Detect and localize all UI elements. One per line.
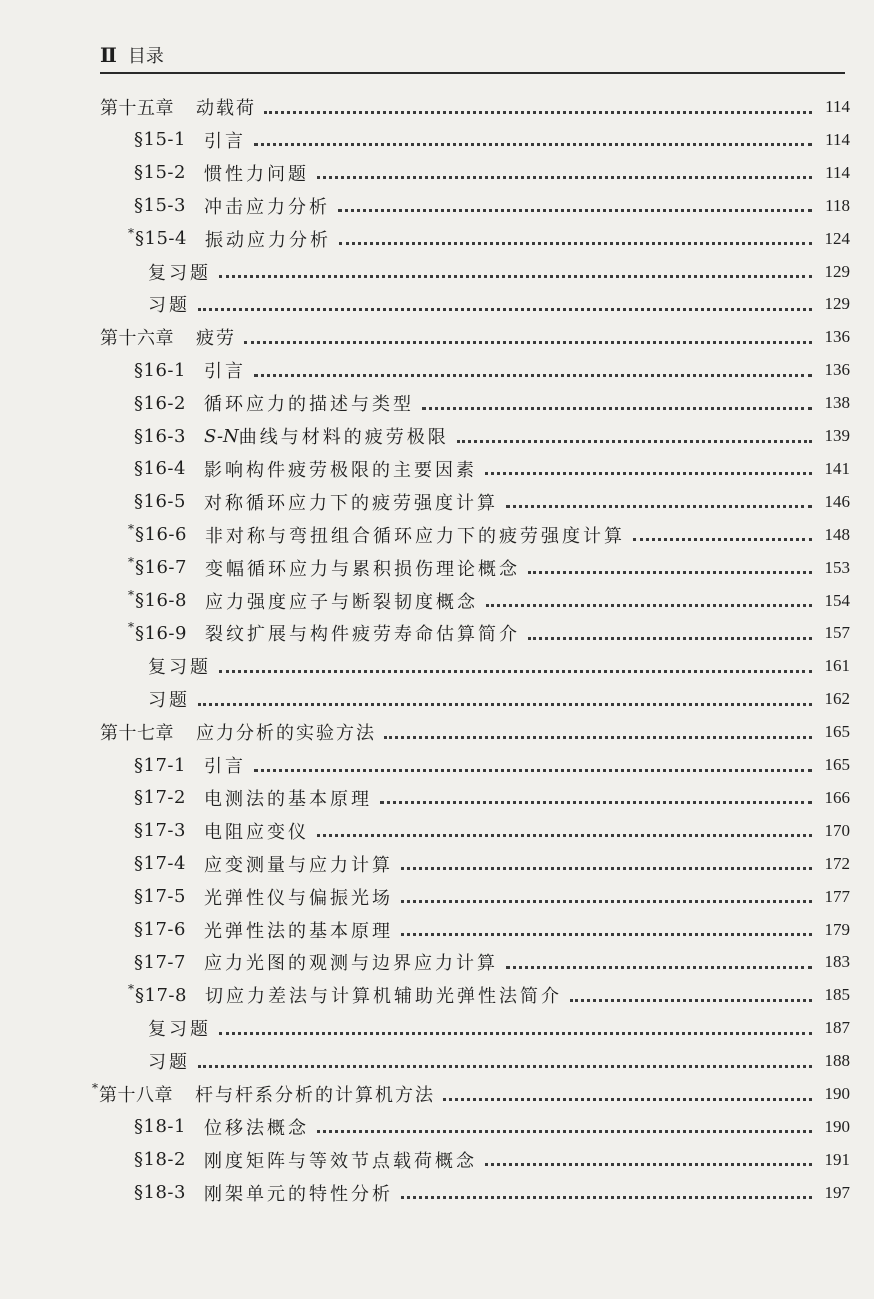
section-number: §15-1 bbox=[134, 129, 186, 151]
dot-leader bbox=[264, 111, 812, 114]
chapter-title: 应力分析的实验方法 bbox=[196, 723, 376, 745]
toc-entry-row[interactable] bbox=[134, 749, 850, 781]
chapter-number: 第十六章 bbox=[100, 328, 174, 350]
dot-leader bbox=[317, 834, 812, 837]
dot-leader bbox=[339, 242, 812, 245]
dot-leader bbox=[506, 966, 812, 969]
dot-leader bbox=[198, 308, 812, 311]
page-number: 136 bbox=[824, 360, 850, 380]
toc-entry-row[interactable] bbox=[128, 519, 850, 551]
dot-leader bbox=[443, 1098, 812, 1101]
section-number: §17-8 bbox=[135, 984, 187, 1006]
entry-title: 刚度矩阵与等效节点载荷概念 bbox=[203, 1150, 477, 1172]
optional-star-marker: * bbox=[128, 982, 134, 997]
section-number: §15-4 bbox=[135, 228, 187, 250]
optional-star-marker: * bbox=[128, 225, 134, 240]
toc-entry-row[interactable] bbox=[134, 946, 850, 978]
section-number: §17-4 bbox=[134, 853, 186, 875]
dot-leader bbox=[338, 209, 812, 212]
dot-leader bbox=[486, 604, 812, 607]
dot-leader bbox=[528, 637, 812, 640]
page-number: 148 bbox=[824, 524, 850, 544]
entry-title: 复习题 bbox=[148, 657, 211, 679]
dot-leader bbox=[198, 703, 812, 706]
entry-title: 循环应力的描述与类型 bbox=[203, 394, 414, 416]
entry-title: 应力强度应子与断裂韧度概念 bbox=[204, 591, 478, 613]
page-number: 165 bbox=[824, 722, 850, 742]
page-number: 179 bbox=[824, 919, 850, 939]
page-number: 187 bbox=[824, 1018, 850, 1038]
page-number: 153 bbox=[824, 557, 850, 577]
entry-title: 影响构件疲劳极限的主要因素 bbox=[203, 459, 477, 481]
toc-entry-row[interactable] bbox=[128, 223, 850, 255]
page-number: 191 bbox=[824, 1149, 850, 1169]
optional-star-marker: * bbox=[128, 587, 134, 602]
page-number: 154 bbox=[824, 590, 850, 610]
toc-entry-row[interactable] bbox=[128, 979, 850, 1011]
entry-title: 位移法概念 bbox=[203, 1117, 309, 1139]
toc-entry-row[interactable] bbox=[134, 387, 850, 419]
title-prefix: S-N bbox=[203, 425, 239, 447]
page-number: 161 bbox=[824, 656, 850, 676]
dot-leader bbox=[570, 999, 812, 1002]
dot-leader bbox=[422, 407, 812, 410]
chapter-number: 第十七章 bbox=[100, 723, 174, 745]
section-number: §17-3 bbox=[134, 820, 186, 842]
dot-leader bbox=[506, 505, 812, 508]
page-number: 188 bbox=[824, 1051, 850, 1071]
section-number: §16-6 bbox=[135, 524, 187, 546]
entry-title: 刚架单元的特性分析 bbox=[203, 1183, 393, 1205]
section-number: §18-1 bbox=[134, 1116, 186, 1138]
entry-title: 裂纹扩展与构件疲劳寿命估算简介 bbox=[204, 624, 520, 646]
dot-leader bbox=[401, 1196, 812, 1199]
dot-leader bbox=[633, 538, 812, 541]
dot-leader bbox=[401, 900, 812, 903]
optional-star-marker: * bbox=[128, 521, 134, 536]
toc-entry-row[interactable] bbox=[128, 617, 850, 649]
entry-title: 切应力差法与计算机辅助光弹性法简介 bbox=[204, 986, 562, 1008]
entry-title: 复习题 bbox=[148, 1019, 211, 1041]
dot-leader bbox=[528, 571, 812, 574]
entry-title: 冲击应力分析 bbox=[203, 196, 330, 218]
entry-title: 光弹性仪与偏振光场 bbox=[203, 887, 393, 909]
entry-title: 习题 bbox=[148, 295, 190, 317]
page-number: 124 bbox=[824, 228, 850, 248]
section-number: §16-7 bbox=[135, 557, 187, 579]
chapter-title: 疲劳 bbox=[196, 328, 236, 350]
dot-leader bbox=[219, 670, 812, 673]
dot-leader bbox=[457, 440, 812, 443]
toc-entry-row[interactable] bbox=[134, 124, 850, 156]
toc-entry-row[interactable] bbox=[148, 256, 850, 288]
dot-leader bbox=[198, 1065, 812, 1068]
chapter-title: 动载荷 bbox=[196, 98, 256, 119]
entry-title: 惯性力问题 bbox=[203, 163, 309, 185]
toc-entry-row[interactable] bbox=[134, 1144, 850, 1176]
entry-title: 引言 bbox=[203, 130, 246, 152]
section-number: §17-5 bbox=[134, 886, 186, 908]
page-number: 197 bbox=[824, 1182, 850, 1202]
chapter-number: 第十八章 bbox=[99, 1085, 173, 1106]
toc-entry-row[interactable] bbox=[134, 914, 850, 946]
section-number: §16-2 bbox=[134, 392, 186, 414]
page-number: 129 bbox=[824, 261, 850, 281]
entry-title: 光弹性法的基本原理 bbox=[203, 920, 393, 942]
toc-entry-row[interactable] bbox=[134, 453, 850, 485]
section-number: §17-1 bbox=[134, 754, 186, 776]
dot-leader bbox=[317, 176, 812, 179]
section-number: §16-8 bbox=[135, 590, 187, 611]
page-header bbox=[100, 38, 845, 74]
entry-title: 电测法的基本原理 bbox=[203, 788, 372, 810]
page-number: 114 bbox=[825, 129, 850, 149]
entry-title: 习题 bbox=[148, 690, 190, 712]
page-number: 129 bbox=[824, 294, 850, 314]
chapter-number: 第十五章 bbox=[100, 98, 174, 119]
toc-entry-row[interactable] bbox=[134, 881, 850, 913]
page-number: 162 bbox=[824, 689, 850, 709]
entry-title: 引言 bbox=[203, 361, 246, 383]
section-number: §17-2 bbox=[134, 787, 186, 809]
section-number: §16-4 bbox=[134, 458, 186, 480]
dot-leader bbox=[401, 933, 812, 936]
toc-entry-row[interactable] bbox=[134, 420, 850, 452]
entry-title: 应变测量与应力计算 bbox=[203, 854, 393, 876]
optional-star-marker: * bbox=[92, 1081, 98, 1095]
toc-entry-row[interactable] bbox=[134, 1111, 850, 1143]
page-number: 114 bbox=[825, 162, 850, 182]
section-number: §18-2 bbox=[134, 1149, 186, 1171]
toc-entry-row[interactable] bbox=[134, 157, 850, 189]
toc-chapter-row[interactable] bbox=[92, 1078, 850, 1110]
dot-leader bbox=[254, 143, 812, 146]
toc-entry-row[interactable] bbox=[134, 486, 850, 518]
page-number: 157 bbox=[824, 623, 850, 643]
entry-title: 变幅循环应力与累积损伤理论概念 bbox=[204, 558, 520, 580]
toc-entry-row[interactable] bbox=[148, 650, 850, 682]
section-number: §16-3 bbox=[134, 425, 186, 447]
dot-leader bbox=[219, 1032, 812, 1035]
dot-leader bbox=[254, 769, 812, 772]
section-number: §17-6 bbox=[134, 919, 186, 940]
page-number: 172 bbox=[824, 853, 850, 873]
section-number: §15-3 bbox=[134, 195, 186, 217]
entry-title: 对称循环应力下的疲劳强度计算 bbox=[203, 492, 498, 514]
chapter-title: 杆与杆系分析的计算机方法 bbox=[195, 1085, 435, 1106]
section-number: §15-2 bbox=[134, 162, 186, 184]
entry-title: 振动应力分析 bbox=[204, 229, 331, 251]
page-number: 138 bbox=[824, 393, 850, 413]
section-number: §16-1 bbox=[134, 359, 186, 381]
section-number: §16-9 bbox=[135, 622, 187, 644]
toc-entry-row[interactable] bbox=[134, 815, 850, 847]
page-header-title: 目录 bbox=[127, 46, 164, 67]
toc-entry-row[interactable] bbox=[134, 782, 850, 814]
toc-entry-row[interactable] bbox=[148, 1045, 850, 1077]
dot-leader bbox=[244, 341, 812, 344]
toc-entry-row[interactable] bbox=[134, 848, 850, 880]
page-number: 190 bbox=[824, 1084, 850, 1103]
page-number: 136 bbox=[824, 327, 850, 347]
page-number: 183 bbox=[824, 952, 850, 972]
dot-leader bbox=[485, 1163, 812, 1166]
toc-entry-row[interactable] bbox=[128, 585, 850, 617]
toc-entry-row[interactable] bbox=[134, 354, 850, 386]
section-number: §16-5 bbox=[134, 491, 186, 513]
page-number: 190 bbox=[824, 1116, 850, 1136]
dot-leader bbox=[485, 472, 812, 475]
page-number: 166 bbox=[824, 787, 850, 807]
toc-chapter-row[interactable] bbox=[100, 716, 850, 748]
toc-entry-row[interactable] bbox=[134, 1177, 850, 1209]
optional-star-marker: * bbox=[128, 620, 134, 635]
entry-title: 习题 bbox=[148, 1052, 190, 1074]
dot-leader bbox=[384, 736, 812, 739]
entry-title: 引言 bbox=[203, 756, 246, 777]
entry-title: 应力光图的观测与边界应力计算 bbox=[203, 953, 498, 975]
toc-entry-row[interactable] bbox=[134, 190, 850, 222]
page-number: 114 bbox=[825, 97, 850, 116]
page-number: 177 bbox=[824, 886, 850, 906]
dot-leader bbox=[317, 1130, 812, 1133]
entry-title: 非对称与弯扭组合循环应力下的疲劳强度计算 bbox=[204, 525, 625, 547]
page-number: 146 bbox=[824, 491, 850, 511]
dot-leader bbox=[401, 867, 812, 870]
toc-chapter-row[interactable] bbox=[100, 321, 850, 353]
page-number: 165 bbox=[824, 755, 850, 774]
page-number-roman: Ⅱ bbox=[100, 44, 116, 67]
toc-entry-row[interactable] bbox=[148, 288, 850, 320]
section-number: §17-7 bbox=[134, 951, 186, 973]
page-number: 139 bbox=[824, 426, 850, 445]
toc-entry-row[interactable] bbox=[148, 1012, 850, 1044]
page-number: 141 bbox=[824, 458, 850, 478]
dot-leader bbox=[254, 374, 812, 377]
dot-leader bbox=[380, 801, 812, 804]
entry-title: 曲线与材料的疲劳极限 bbox=[238, 427, 449, 448]
toc-entry-row[interactable] bbox=[148, 683, 850, 715]
section-number: §18-3 bbox=[134, 1182, 186, 1204]
page-number: 185 bbox=[824, 985, 850, 1005]
page-number: 170 bbox=[824, 820, 850, 840]
toc-chapter-row[interactable] bbox=[100, 91, 850, 123]
entry-title: 电阻应变仪 bbox=[203, 821, 309, 843]
dot-leader bbox=[219, 275, 812, 278]
entry-title: 复习题 bbox=[148, 262, 211, 284]
page-number: 118 bbox=[825, 195, 850, 215]
optional-star-marker: * bbox=[128, 554, 134, 569]
toc-entry-row[interactable] bbox=[128, 552, 850, 584]
